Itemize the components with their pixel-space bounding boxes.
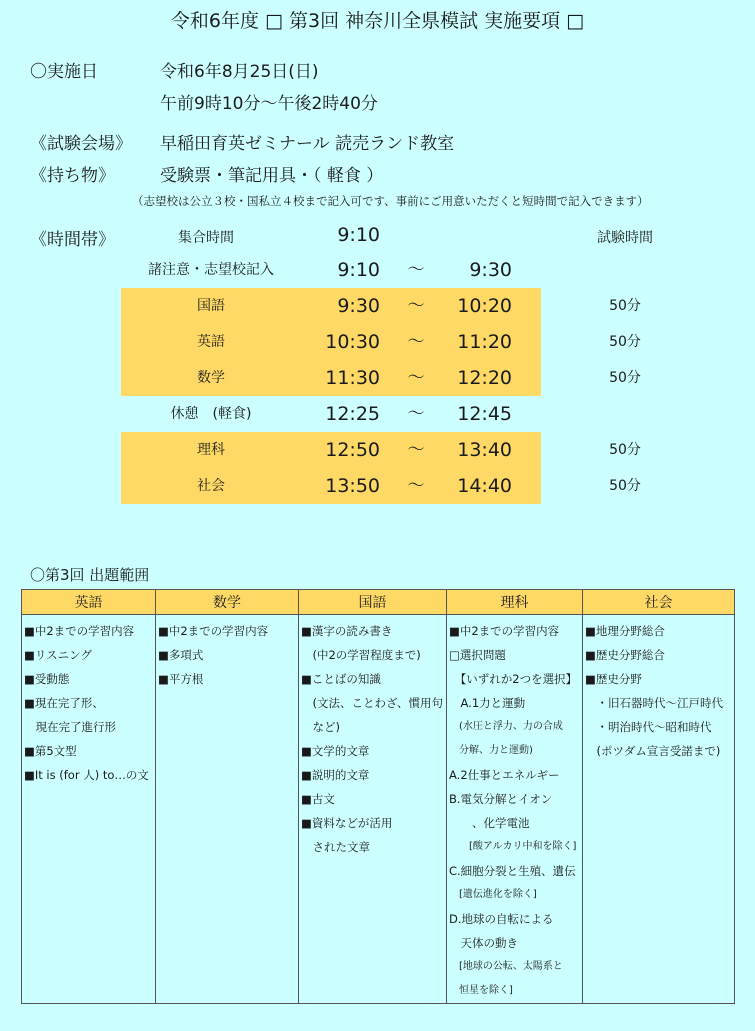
range-item: ■説明的文章 [301, 768, 370, 782]
schedule-label: 《時間帯》 [30, 230, 115, 250]
range-item: ■文学的文章 [301, 744, 370, 758]
range-table [21, 589, 735, 1004]
range-header-math: 数学 [156, 590, 299, 615]
schedule-start: 12:25 [325, 403, 380, 425]
range-item: ■受動態 [24, 672, 70, 686]
schedule-start: 9:30 [337, 295, 380, 317]
range-item: 、化学電池 [449, 816, 530, 830]
range-item: ■リスニング [24, 648, 92, 662]
range-col-japanese [299, 615, 447, 1004]
schedule-end: 10:20 [457, 295, 512, 317]
range-item: ■多項式 [158, 648, 204, 662]
range-title: 〇第3回 出題範囲 [30, 566, 150, 584]
schedule-tilde: ～ [407, 332, 425, 352]
schedule-tilde: ～ [407, 440, 425, 460]
venue-label: 《試験会場》 [30, 134, 132, 154]
schedule-start: 9:10 [337, 259, 380, 281]
range-item: ■ことばの知識 [301, 672, 381, 686]
schedule-duration: 50分 [609, 334, 641, 350]
range-item: 現在完了進行形 [24, 720, 116, 734]
range-item: ■平方根 [158, 672, 204, 686]
range-item: (文法、ことわざ、慣用句 [301, 696, 444, 710]
schedule-tilde: ～ [407, 260, 425, 280]
schedule-end: 12:45 [457, 403, 512, 425]
range-header-english: 英語 [22, 590, 156, 615]
range-item: C.細胞分裂と生殖、遺伝 [449, 864, 576, 878]
items-value: 受験票・筆記用具・（ 軽食 ） [160, 166, 384, 186]
range-item: [地球の公転、太陽系と [449, 961, 563, 972]
schedule-row [0, 432, 755, 468]
schedule-subject: 諸注意・志望校記入 [148, 262, 274, 278]
schedule-tilde: ～ [407, 368, 425, 388]
schedule-end: 13:40 [457, 439, 512, 461]
range-item: ・旧石器時代～江戸時代 [585, 696, 723, 710]
schedule-row [0, 468, 755, 504]
schedule-start: 13:50 [325, 475, 380, 497]
range-item: A.2仕事とエネルギー [449, 768, 560, 782]
range-item: など) [301, 720, 340, 734]
range-col-social [583, 615, 735, 1004]
page-title: 令和6年度 □ 第3回 神奈川全県模試 実施要項 □ [170, 10, 585, 32]
range-item: 【いずれか2つを選択】 [449, 672, 578, 686]
range-col-english [22, 615, 156, 1004]
schedule-row [0, 288, 755, 324]
range-item: 恒星を除く] [449, 985, 513, 996]
venue-value: 早稲田育英ゼミナール 読売ランド教室 [160, 134, 455, 154]
range-header-science: 理科 [447, 590, 583, 615]
range-item: B.電気分解とイオン [449, 792, 553, 806]
schedule-start: 11:30 [325, 367, 380, 389]
schedule-row [0, 324, 755, 360]
schedule-end: 9:30 [469, 259, 512, 281]
range-item: 分解、力と運動) [449, 745, 533, 756]
range-header-social: 社会 [583, 590, 735, 615]
range-item: (ポツダム宣言受諾まで) [585, 744, 721, 758]
range-item: ■地理分野総合 [585, 624, 665, 638]
schedule-subject: 社会 [197, 478, 225, 494]
date-value: 令和6年8月25日(日) [160, 62, 319, 82]
note-text: （志望校は公立３校・国私立４校まで記入可です、事前にご用意いただくと短時間で記入できます） [132, 194, 649, 208]
range-item: ■中2までの学習内容 [158, 624, 269, 638]
schedule-row [0, 360, 755, 396]
schedule-end: 14:40 [457, 475, 512, 497]
range-item: ■中2までの学習内容 [24, 624, 135, 638]
schedule-duration: 50分 [609, 442, 641, 458]
range-item: D.地球の自転による [449, 912, 554, 926]
range-item: ■古文 [301, 792, 335, 806]
range-item: ■歴史分野 [585, 672, 642, 686]
date-label: 〇実施日 [30, 62, 98, 82]
items-label: 《持ち物》 [30, 166, 115, 186]
range-item: ■中2までの学習内容 [449, 624, 560, 638]
schedule-duration: 50分 [609, 478, 641, 494]
range-header-japanese: 国語 [299, 590, 447, 615]
range-item: ■歴史分野総合 [585, 648, 665, 662]
range-col-science [447, 615, 583, 1004]
schedule-subject: 英語 [197, 334, 225, 350]
range-item: (中2の学習程度まで) [301, 648, 421, 662]
schedule-subject: 休憩 (軽食) [170, 406, 252, 422]
range-item: ■現在完了形、 [24, 696, 104, 710]
schedule-row [0, 252, 755, 288]
range-item: ■漢字の読み書き [301, 624, 393, 638]
range-item: ■第5文型 [24, 744, 77, 758]
range-item: A.1力と運動 [449, 696, 526, 710]
range-item: 天体の動き [449, 936, 518, 950]
schedule-duration [580, 396, 670, 432]
schedule-subject: 理科 [197, 442, 225, 458]
meet-time: 9:10 [337, 224, 380, 246]
schedule-tilde: ～ [407, 404, 425, 424]
schedule-duration: 50分 [609, 298, 641, 314]
schedule-tilde: ～ [407, 296, 425, 316]
schedule-duration: 50分 [609, 370, 641, 386]
schedule-duration [580, 252, 670, 288]
range-item: ・明治時代～昭和時代 [585, 720, 712, 734]
range-item: (水圧と浮力、力の合成 [449, 721, 563, 732]
range-item: ■It is (for 人) to…の文 [24, 768, 149, 782]
range-item: □選択問題 [449, 648, 506, 662]
schedule-start: 10:30 [325, 331, 380, 353]
schedule-row [0, 396, 755, 432]
schedule-tilde: ～ [407, 476, 425, 496]
time-value: 午前9時10分～午後2時40分 [160, 94, 378, 114]
duration-header: 試験時間 [597, 230, 653, 246]
schedule-start: 12:50 [325, 439, 380, 461]
schedule-end: 12:20 [457, 367, 512, 389]
meet-label: 集合時間 [178, 230, 234, 246]
range-col-math [156, 615, 299, 1004]
range-item: ■資料などが活用 [301, 816, 393, 830]
range-item: [遺伝進化を除く] [449, 889, 537, 900]
range-item: [酸アルカリ中和を除く] [449, 841, 577, 852]
range-item: された文章 [301, 840, 370, 854]
schedule-end: 11:20 [457, 331, 512, 353]
schedule-subject: 数学 [197, 370, 225, 386]
schedule-subject: 国語 [197, 298, 225, 314]
